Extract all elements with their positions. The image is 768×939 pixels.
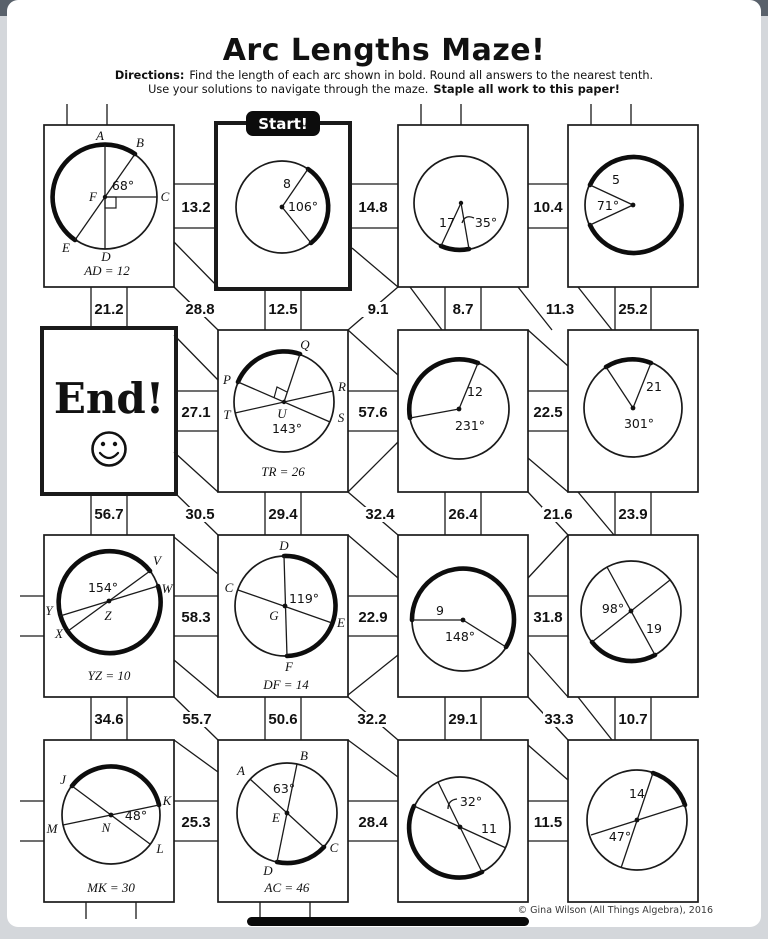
svg-text:E: E (62, 240, 70, 255)
answer: 25.2 (618, 301, 648, 318)
answer: 31.8 (533, 609, 563, 626)
svg-text:48°: 48° (124, 808, 148, 823)
answer: 29.1 (448, 711, 478, 728)
answer: 21.2 (94, 301, 124, 318)
svg-text:A: A (96, 128, 104, 143)
svg-text:X: X (55, 626, 63, 641)
svg-text:12: 12 (467, 384, 483, 399)
svg-text:21: 21 (646, 379, 662, 394)
svg-text:119°: 119° (288, 591, 320, 606)
answer: 56.7 (94, 506, 124, 523)
svg-text:47°: 47° (608, 829, 632, 844)
svg-text:AD = 12: AD = 12 (84, 263, 130, 278)
copyright: © Gina Wilson (All Things Algebra), 2016 (517, 905, 713, 916)
end-label: End! (53, 374, 165, 423)
answer: 29.4 (268, 506, 298, 523)
svg-text:19: 19 (646, 621, 662, 636)
svg-text:F: F (89, 189, 97, 204)
svg-text:63°: 63° (272, 781, 296, 796)
directions-line2: Use your solutions to navigate through the maze. Staple all work to this paper! (148, 83, 620, 96)
svg-text:TR = 26: TR = 26 (261, 464, 305, 479)
svg-text:5: 5 (612, 172, 620, 187)
svg-text:D: D (263, 863, 273, 878)
answer: 26.4 (448, 506, 478, 523)
svg-text:32°: 32° (459, 794, 483, 809)
svg-text:148°: 148° (444, 629, 476, 644)
answer: 10.7 (618, 711, 648, 728)
answer: 32.4 (365, 506, 395, 523)
svg-text:F: F (285, 659, 293, 674)
answer: 32.2 (357, 711, 387, 728)
svg-text:W: W (161, 581, 173, 596)
svg-text:Y: Y (45, 603, 53, 618)
answer: 27.1 (181, 404, 211, 421)
svg-text:35°: 35° (474, 215, 498, 230)
answer: 11.5 (533, 814, 563, 831)
svg-text:Q: Q (300, 337, 310, 352)
answer: 57.6 (358, 404, 388, 421)
answer: 8.7 (452, 301, 474, 318)
answer: 58.3 (181, 609, 211, 626)
svg-text:V: V (153, 553, 161, 568)
answer: 22.5 (533, 404, 563, 421)
svg-text:R: R (338, 379, 346, 394)
answer: 28.4 (358, 814, 388, 831)
answer: 14.8 (358, 199, 388, 216)
answer: 50.6 (268, 711, 298, 728)
svg-text:106°: 106° (287, 199, 319, 214)
answer: 30.5 (185, 506, 215, 523)
svg-text:154°: 154° (87, 580, 119, 595)
svg-text:E: E (337, 615, 345, 630)
svg-text:AC = 46: AC = 46 (264, 880, 310, 895)
svg-text:T: T (223, 407, 231, 422)
svg-text:98°: 98° (601, 601, 625, 616)
svg-text:Z: Z (104, 608, 112, 623)
svg-text:YZ = 10: YZ = 10 (87, 668, 131, 683)
svg-text:N: N (101, 820, 111, 835)
svg-text:C: C (329, 840, 339, 855)
answer: 23.9 (618, 506, 648, 523)
svg-text:P: P (223, 372, 231, 387)
page-title: Arc Lengths Maze! (222, 33, 546, 68)
svg-text:8: 8 (283, 176, 291, 191)
answer: 21.6 (543, 506, 573, 523)
svg-text:C: C (224, 580, 234, 595)
answer: 22.9 (358, 609, 388, 626)
directions-line1: Directions: Find the length of each arc shown in bold. Round all answers to the nearest tenth. (114, 69, 654, 82)
svg-text:M: M (46, 821, 58, 836)
answer: 25.3 (181, 814, 211, 831)
svg-text:U: U (277, 406, 287, 421)
answer: 33.3 (544, 711, 574, 728)
svg-text:G: G (269, 608, 279, 623)
svg-text:D: D (279, 538, 289, 553)
answer: 10.4 (533, 199, 563, 216)
svg-text:14: 14 (629, 786, 645, 801)
scroll-indicator[interactable] (247, 917, 529, 926)
svg-text:E: E (272, 810, 280, 825)
svg-text:L: L (156, 841, 164, 856)
svg-text:71°: 71° (596, 198, 620, 213)
answer: 13.2 (181, 199, 211, 216)
svg-text:68°: 68° (111, 178, 135, 193)
svg-text:K: K (162, 793, 172, 808)
svg-text:301°: 301° (623, 416, 655, 431)
svg-text:143°: 143° (271, 421, 303, 436)
svg-text:9: 9 (436, 603, 444, 618)
start-label: Start! (258, 115, 308, 133)
svg-text:MK = 30: MK = 30 (87, 880, 135, 895)
answer: 12.5 (268, 301, 298, 318)
svg-text:S: S (337, 410, 345, 425)
svg-text:J: J (60, 772, 66, 787)
answer: 55.7 (182, 711, 212, 728)
svg-text:11: 11 (481, 821, 497, 836)
answer: 34.6 (94, 711, 124, 728)
svg-text:B: B (136, 135, 144, 150)
svg-text:C: C (160, 189, 170, 204)
svg-text:231°: 231° (454, 418, 486, 433)
answer: 9.1 (367, 301, 389, 318)
answer: 28.8 (185, 301, 215, 318)
svg-text:DF = 14: DF = 14 (263, 677, 309, 692)
svg-text:17: 17 (439, 215, 455, 230)
svg-text:B: B (300, 748, 308, 763)
answer: 11.3 (545, 301, 575, 318)
svg-text:A: A (237, 763, 245, 778)
svg-text:D: D (101, 249, 111, 264)
